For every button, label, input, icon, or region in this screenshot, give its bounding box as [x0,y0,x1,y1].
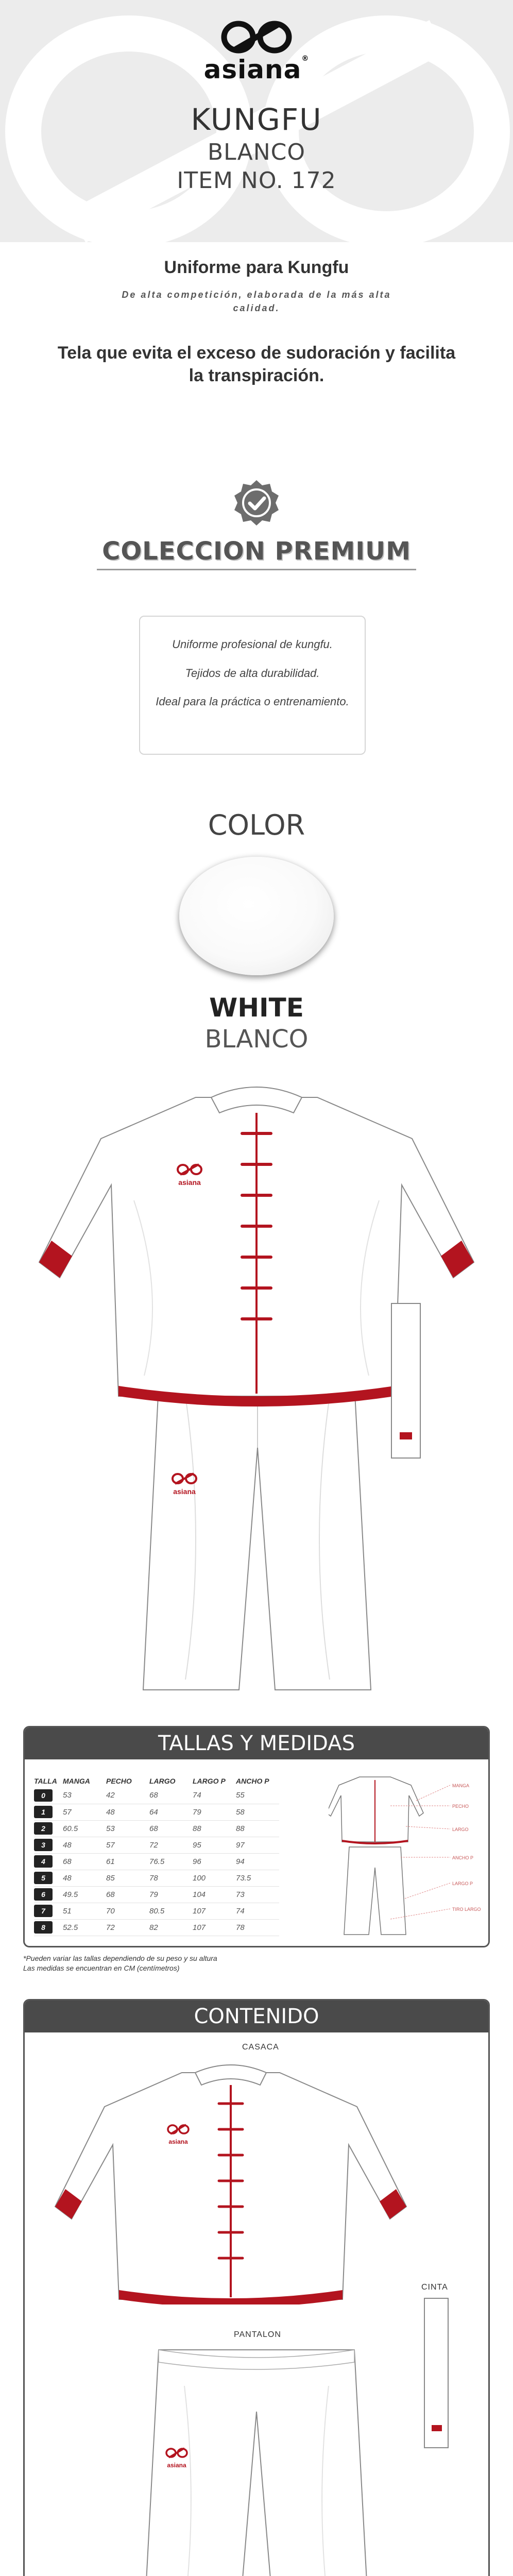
size-cell: 57 [106,1837,149,1853]
uniform-pants [143,1365,371,1690]
size-table-row [34,1919,279,1936]
size-cell: 72 [106,1919,149,1936]
size-chip: 2 [34,1822,53,1835]
size-chip: 6 [34,1888,53,1901]
intro-subtitle: De alta competición, elaborada de la más alta calidad. [122,290,391,314]
size-cell: 48 [63,1870,106,1886]
product-color: BLANCO [207,139,306,165]
size-col-header: ANCHO P [236,1777,269,1785]
diagram-label: LARGO [452,1827,469,1832]
size-table-row [34,1886,279,1903]
intro-section [0,258,513,387]
product-item-number: ITEM NO. 172 [177,167,336,194]
premium-section [0,479,513,570]
diagram-label: TIRO LARGO [452,1907,481,1912]
size-cell: 68 [149,1820,193,1837]
size-cell: 68 [106,1886,149,1903]
diagram-label: ANCHO P [452,1855,474,1860]
feature-item: Ideal para la práctica o entrenamiento. [156,695,349,708]
asiana-logo-icon [218,21,295,54]
size-chip: 0 [34,1789,53,1802]
size-cell: 107 [193,1919,236,1936]
color-swatch-white [179,857,334,975]
size-cell: 49.5 [63,1886,106,1903]
size-cell: 82 [149,1919,193,1936]
size-chip: 8 [34,1921,53,1934]
sizes-note-line: Las medidas se encuentran en CM (centímetros) [23,1963,180,1972]
size-chip: 1 [34,1806,53,1818]
feature-item: Tejidos de alta durabilidad. [185,666,320,680]
size-cell: 48 [63,1837,106,1853]
intro-title: Uniforme para Kungfu [164,258,349,277]
size-cell: 85 [106,1870,149,1886]
size-table-row [34,1870,279,1886]
size-chip: 4 [34,1855,53,1868]
size-table-row [34,1820,279,1837]
size-table-row [34,1837,279,1853]
casaca-wordmark: asiana [168,2138,188,2145]
contents-title: CONTENIDO [25,2001,488,2032]
size-col-header: MANGA [63,1777,90,1785]
size-cell: 55 [236,1787,279,1804]
pantalon-illustration [138,2345,375,2576]
size-cell-talla [34,1820,63,1837]
size-cell: 53 [63,1787,106,1804]
pantalon-label: PANTALON [234,2330,281,2339]
size-chip: 7 [34,1905,53,1917]
feature-list-box [139,616,366,755]
size-cell: 79 [149,1886,193,1903]
check-badge-icon [233,479,280,527]
color-name-alt: BLANCO [204,1025,309,1054]
size-cell: 57 [63,1804,106,1820]
product-name: KUNGFU [191,102,322,137]
size-chip: 5 [34,1872,53,1884]
size-cell-talla [34,1870,63,1886]
size-cell: 78 [149,1870,193,1886]
size-cell-talla [34,1853,63,1870]
color-section [0,809,513,1054]
size-cell: 94 [236,1853,279,1870]
sizes-title: TALLAS Y MEDIDAS [25,1727,488,1759]
size-chip: 3 [34,1839,53,1851]
size-cell-talla [34,1804,63,1820]
pantalon-wordmark: asiana [167,2462,186,2469]
size-table-row [34,1804,279,1820]
sizes-panel [23,1726,490,1947]
size-cell: 88 [193,1820,236,1837]
size-cell: 107 [193,1903,236,1919]
size-cell: 97 [236,1837,279,1853]
size-diagram [329,1770,483,1940]
casaca-illustration [53,2057,408,2304]
contents-panel [23,1999,490,2576]
size-col-header: TALLA [34,1777,57,1785]
size-cell: 53 [106,1820,149,1837]
size-cell: 58 [236,1804,279,1820]
size-cell: 96 [193,1853,236,1870]
size-col-header: LARGO [149,1777,176,1785]
size-table-header-row [34,1775,279,1787]
uniform-illustration [31,1077,482,1705]
size-cell: 68 [149,1787,193,1804]
size-cell: 74 [193,1787,236,1804]
diagram-label: LARGO P [452,1881,473,1886]
size-cell: 61 [106,1853,149,1870]
color-name: WHITE [209,993,304,1023]
size-col-header: PECHO [106,1777,132,1785]
size-table-row [34,1787,279,1804]
feature-item: Uniforme profesional de kungfu. [172,638,333,651]
casaca-label: CASACA [242,2043,279,2052]
size-cell: 48 [106,1804,149,1820]
size-cell: 100 [193,1870,236,1886]
sizes-note-line: *Pueden variar las tallas dependiendo de su peso y su altura [23,1954,217,1962]
premium-collection-title: COLECCION PREMIUM [0,537,513,570]
size-cell: 72 [149,1837,193,1853]
size-cell: 76.5 [149,1853,193,1870]
size-cell: 73.5 [236,1870,279,1886]
size-table [34,1775,279,1936]
size-cell: 88 [236,1820,279,1837]
size-cell: 80.5 [149,1903,193,1919]
size-col-header: LARGO P [193,1777,226,1785]
size-cell-talla [34,1787,63,1804]
size-cell: 104 [193,1886,236,1903]
size-cell-talla [34,1886,63,1903]
size-cell-talla [34,1837,63,1853]
cinta-label: CINTA [421,2283,448,2292]
uniform-belt [391,1303,420,1458]
size-cell: 64 [149,1804,193,1820]
uniform-pants-wordmark: asiana [173,1487,196,1496]
size-cell: 70 [106,1903,149,1919]
diagram-label: MANGA [452,1783,470,1788]
cinta-illustration [421,2296,452,2451]
size-cell: 73 [236,1886,279,1903]
brand-wordmark: asiana® [203,55,310,84]
size-table-body [34,1787,279,1936]
size-table-row [34,1903,279,1919]
size-cell: 78 [236,1919,279,1936]
uniform-chest-wordmark: asiana [178,1178,201,1187]
fabric-description: Tela que evita el exceso de sudoración y facilita la transpiración. [57,343,456,386]
sizes-note [23,1954,217,1973]
size-cell: 42 [106,1787,149,1804]
color-heading: COLOR [208,809,305,841]
size-cell: 60.5 [63,1820,106,1837]
size-cell: 68 [63,1853,106,1870]
size-cell: 51 [63,1903,106,1919]
size-cell-talla [34,1919,63,1936]
size-cell: 95 [193,1837,236,1853]
size-cell: 79 [193,1804,236,1820]
product-header [0,0,513,242]
size-cell: 74 [236,1903,279,1919]
size-table-row [34,1853,279,1870]
diagram-label: PECHO [452,1804,469,1809]
size-cell: 52.5 [63,1919,106,1936]
size-cell-talla [34,1903,63,1919]
